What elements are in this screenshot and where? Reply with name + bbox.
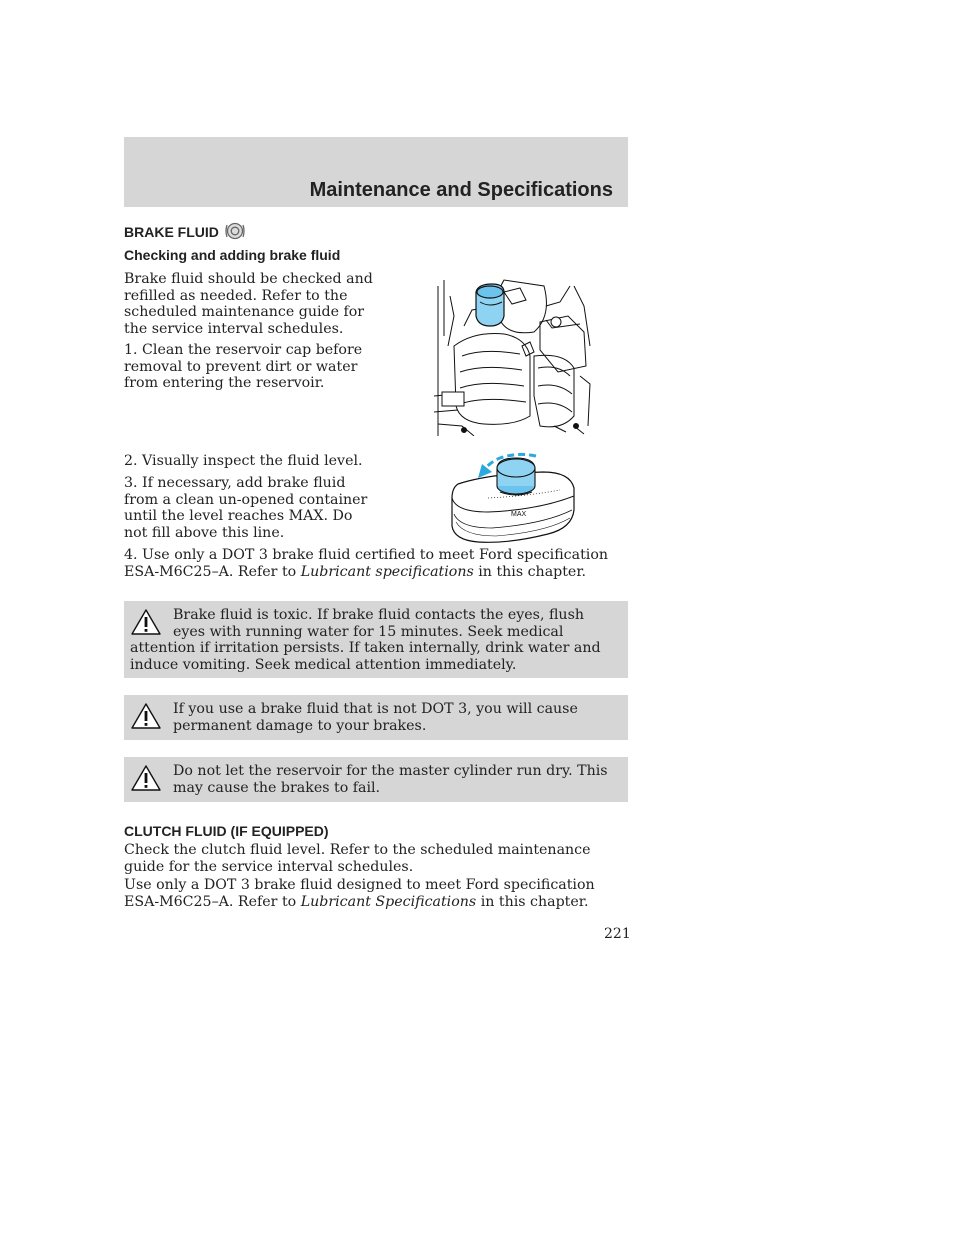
checking-adding-subheading: Checking and adding brake fluid — [124, 247, 341, 263]
clutch-fluid-heading: CLUTCH FLUID (IF EQUIPPED) — [124, 823, 329, 839]
brake-reservoir-highlight — [476, 284, 504, 326]
warning-triangle-icon — [130, 702, 162, 730]
reservoir-max-illustration — [448, 452, 578, 547]
brake-fluid-heading-text: BRAKE FLUID — [124, 224, 219, 240]
lubricant-specifications-ref-2: Lubricant Specifications — [300, 893, 477, 910]
brake-fluid-symbol-icon — [225, 222, 245, 240]
clutch-paragraph-1: Check the clutch fluid level. Refer to the scheduled maintenance guide for the service interval schedules. — [124, 842, 591, 875]
warning-text-toxic: Brake fluid is toxic. If brake fluid contacts the eyes, flush eyes with running water for 15 minutes. Seek medical attention if irritation persists. If taken internally, drink water and induce vomiting. Seek medical attention immediately. — [130, 607, 601, 673]
warning-triangle-icon — [130, 608, 162, 636]
clutch-paragraph-2-text-b: in this chapter. — [476, 893, 589, 910]
header-band — [124, 137, 628, 207]
rotate-arrow-icon — [478, 464, 492, 478]
brake-step-4-text-a: 4. Use only a DOT 3 brake fluid certified to meet Ford specification ESA-M6C25–A. Refer to — [124, 547, 609, 580]
page-number: 221 — [604, 926, 631, 942]
brake-fluid-heading — [124, 222, 245, 240]
lubricant-specifications-ref: Lubricant specifications — [300, 563, 474, 580]
brake-step-2: 2. Visually inspect the fluid level. — [124, 453, 363, 469]
warning-box-run-dry — [124, 757, 628, 802]
engine-compartment-illustration — [434, 276, 592, 436]
warning-triangle-icon — [130, 764, 162, 792]
warning-text-dot3: If you use a brake fluid that is not DOT 3, you will cause permanent damage to your brakes. — [173, 701, 578, 734]
brake-step-4 — [124, 547, 619, 580]
clutch-paragraph-2 — [124, 877, 624, 910]
page-title: Maintenance and Specifications — [309, 179, 613, 201]
warning-box-toxic — [124, 601, 628, 678]
warning-text-run-dry: Do not let the reservoir for the master cylinder run dry. This may cause the brakes to fail. — [173, 763, 608, 796]
brake-step-3: 3. If necessary, add brake fluid from a clean un-opened container until the level reaches MAX. Do not fill above this line. — [124, 475, 368, 541]
brake-intro-paragraph: Brake fluid should be checked and refilled as needed. Refer to the scheduled maintenance guide for the service interval schedules. — [124, 271, 373, 337]
brake-step-1: 1. Clean the reservoir cap before removal to prevent dirt or water from entering the reservoir. — [124, 342, 363, 392]
max-level-label: MAX — [511, 511, 527, 518]
brake-step-4-text-b: in this chapter. — [473, 563, 587, 580]
clutch-paragraph-2-text-a: Use only a DOT 3 brake fluid designed to meet Ford specification ESA-M6C25–A. Refer to — [124, 877, 595, 910]
warning-box-dot3 — [124, 695, 628, 740]
